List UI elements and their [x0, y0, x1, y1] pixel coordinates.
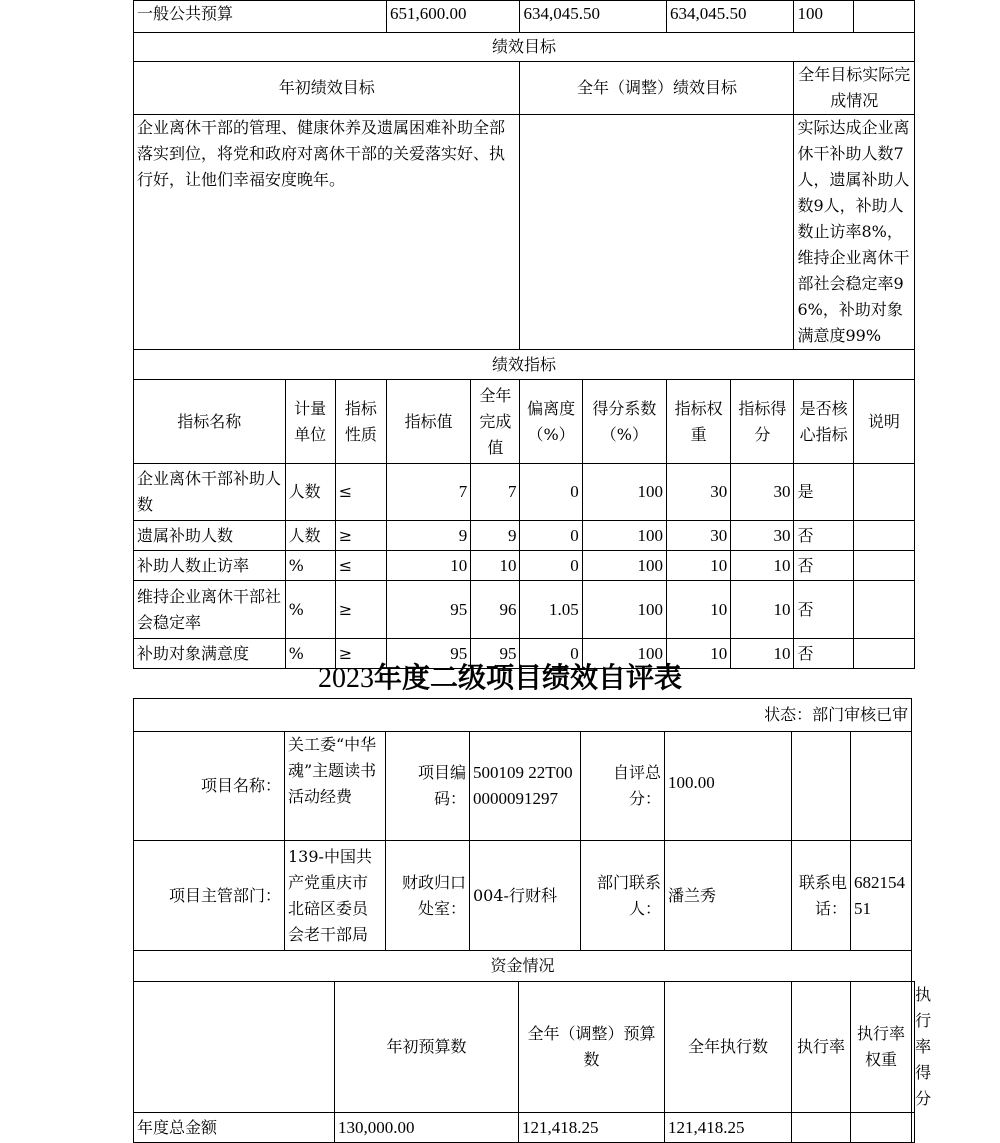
initial-goal-text: 企业离休干部的管理、健康休养及遗属困难补助全部落实到位，将党和政府对离休干部的关爱落实好、执行好，让他们幸福安度晚年。 — [134, 115, 520, 350]
indicator-weight: 10 — [667, 639, 731, 669]
title-text: 年度二级项目绩效自评表 — [373, 661, 682, 694]
adjusted-goal-header: 全年（调整）绩效目标 — [520, 62, 794, 115]
department: 139-中国共产党重庆市北碚区委员会老干部局 — [285, 841, 386, 951]
performance-table-continued — [133, 0, 915, 669]
empty-cell — [851, 1113, 912, 1143]
empty-cell — [853, 1, 914, 33]
indicator-nature: ≤ — [335, 551, 386, 581]
col-indicator-name: 指标名称 — [134, 380, 286, 464]
total-score: 100.00 — [665, 732, 792, 841]
indicator-weight: 10 — [667, 581, 731, 639]
col-rate-score: 执行率得分 — [912, 982, 915, 1113]
indicator-coefficient: 100 — [582, 581, 666, 639]
project-self-evaluation-table — [133, 698, 932, 1143]
status-badge: 状态：部门审核已审 — [134, 699, 912, 732]
indicator-score: 10 — [731, 551, 794, 581]
score-label: 自评总分： — [581, 732, 665, 841]
department-info-row — [134, 841, 915, 951]
indicator-unit: 人数 — [285, 521, 335, 551]
indicator-core: 否 — [794, 551, 853, 581]
col-initial-budget: 年初预算数 — [335, 982, 519, 1113]
initial-goal-header: 年初绩效目标 — [134, 62, 520, 115]
title-year: 2023 — [317, 663, 374, 694]
indicator-name: 补助对象满意度 — [134, 639, 286, 669]
empty-cell — [792, 732, 851, 841]
indicator-coefficient: 100 — [582, 521, 666, 551]
indicator-deviation: 0 — [520, 551, 582, 581]
indicator-actual: 10 — [471, 551, 520, 581]
indicator-unit: % — [285, 639, 335, 669]
indicator-name: 企业离休干部补助人数 — [134, 464, 286, 521]
project-code: 500109 22T000000091297 — [470, 732, 581, 841]
adjusted-goal-text — [520, 115, 794, 350]
indicator-note — [853, 521, 914, 551]
indicator-score: 10 — [731, 639, 794, 669]
indicator-unit: 人数 — [285, 464, 335, 521]
indicator-coefficient: 100 — [582, 464, 666, 521]
col-coefficient: 得分系数（%） — [582, 380, 666, 464]
indicator-name: 遗属补助人数 — [134, 521, 286, 551]
col-target: 指标值 — [386, 380, 470, 464]
empty-cell — [792, 1113, 851, 1143]
indicator-core: 是 — [794, 464, 853, 521]
indicator-score: 10 — [731, 581, 794, 639]
col-executed: 全年执行数 — [665, 982, 792, 1113]
indicator-target: 9 — [386, 521, 470, 551]
indicator-score: 30 — [731, 521, 794, 551]
empty-cell — [851, 732, 912, 841]
col-score: 指标得分 — [731, 380, 794, 464]
indicator-actual: 96 — [471, 581, 520, 639]
indicator-name: 补助人数止访率 — [134, 551, 286, 581]
goals-header: 绩效目标 — [134, 33, 915, 62]
col-note: 说明 — [853, 380, 914, 464]
finance-office-label: 财政归口处室： — [386, 841, 470, 951]
indicator-core: 否 — [794, 581, 853, 639]
funds-header: 资金情况 — [134, 951, 912, 982]
indicator-actual: 95 — [471, 639, 520, 669]
indicator-score: 30 — [731, 464, 794, 521]
col-unit: 计量单位 — [285, 380, 335, 464]
finance-office: 004-行财科 — [470, 841, 581, 951]
indicator-core: 否 — [794, 639, 853, 669]
executed-amount: 121,418.25 — [665, 1113, 792, 1143]
indicator-coefficient: 100 — [582, 639, 666, 669]
table-row — [134, 464, 915, 521]
indicator-note — [853, 464, 914, 521]
indicator-weight: 10 — [667, 551, 731, 581]
indicator-target: 10 — [386, 551, 470, 581]
contact-person: 潘兰秀 — [665, 841, 792, 951]
indicator-deviation: 1.05 — [520, 581, 582, 639]
indicator-deviation: 0 — [520, 464, 582, 521]
table-row — [134, 551, 915, 581]
col-adjusted-budget: 全年（调整）预算数 — [519, 982, 665, 1113]
phone-label: 联系电话： — [792, 841, 851, 951]
table-row — [134, 1113, 915, 1143]
contact-person-label: 部门联系人： — [581, 841, 665, 951]
project-name: 关工委“中华魂”主题读书活动经费 — [285, 732, 386, 841]
page-title — [0, 656, 1000, 696]
indicator-note — [853, 551, 914, 581]
initial-budget-cell: 651,600.00 — [386, 1, 519, 33]
indicator-target: 95 — [386, 639, 470, 669]
empty-cell — [134, 982, 335, 1113]
adjusted-budget-cell: 634,045.50 — [520, 1, 667, 33]
col-nature: 指标性质 — [335, 380, 386, 464]
executed-cell: 634,045.50 — [667, 1, 794, 33]
adjusted-budget: 121,418.25 — [519, 1113, 665, 1143]
indicator-note — [853, 581, 914, 639]
indicator-nature: ≥ — [335, 521, 386, 551]
col-execution-rate: 执行率 — [792, 982, 851, 1113]
actual-goal-header: 全年目标实际完成情况 — [794, 62, 915, 115]
project-info-row — [134, 732, 915, 841]
indicator-unit: % — [285, 551, 335, 581]
col-deviation: 偏离度（%） — [520, 380, 582, 464]
indicator-column-headers — [134, 380, 915, 464]
table-row — [134, 521, 915, 551]
empty-cell — [912, 1113, 915, 1143]
phone-number: 68215451 — [851, 841, 912, 951]
actual-goal-text: 实际达成企业离休干补助人数7人，遗属补助人数9人，补助人数止访率8%，维持企业离休干部社会稳定率96%，补助对象满意度99% — [794, 115, 915, 350]
funds-column-headers — [134, 982, 915, 1113]
col-weight: 指标权重 — [667, 380, 731, 464]
indicator-nature: ≥ — [335, 581, 386, 639]
total-amount-label: 年度总金额 — [134, 1113, 335, 1143]
budget-row — [134, 1, 915, 33]
col-core: 是否核心指标 — [794, 380, 853, 464]
department-label: 项目主管部门： — [134, 841, 285, 951]
indicator-actual: 9 — [471, 521, 520, 551]
indicator-coefficient: 100 — [582, 551, 666, 581]
col-rate-weight: 执行率权重 — [851, 982, 912, 1113]
indicator-deviation: 0 — [520, 639, 582, 669]
project-name-label: 项目名称： — [134, 732, 285, 841]
indicator-deviation: 0 — [520, 521, 582, 551]
indicator-unit: % — [285, 581, 335, 639]
indicator-weight: 30 — [667, 464, 731, 521]
indicators-header: 绩效指标 — [134, 350, 915, 380]
initial-budget: 130,000.00 — [335, 1113, 519, 1143]
indicator-core: 否 — [794, 521, 853, 551]
col-actual: 全年完成值 — [471, 380, 520, 464]
indicator-target: 7 — [386, 464, 470, 521]
indicator-weight: 30 — [667, 521, 731, 551]
indicator-target: 95 — [386, 581, 470, 639]
goal-columns — [134, 62, 915, 115]
table-row — [134, 581, 915, 639]
budget-type-cell: 一般公共预算 — [134, 1, 387, 33]
indicator-actual: 7 — [471, 464, 520, 521]
indicator-name: 维持企业离休干部社会稳定率 — [134, 581, 286, 639]
indicator-nature: ≥ — [335, 639, 386, 669]
execution-rate-cell: 100 — [794, 1, 853, 33]
indicator-nature: ≤ — [335, 464, 386, 521]
project-code-label: 项目编码： — [386, 732, 470, 841]
